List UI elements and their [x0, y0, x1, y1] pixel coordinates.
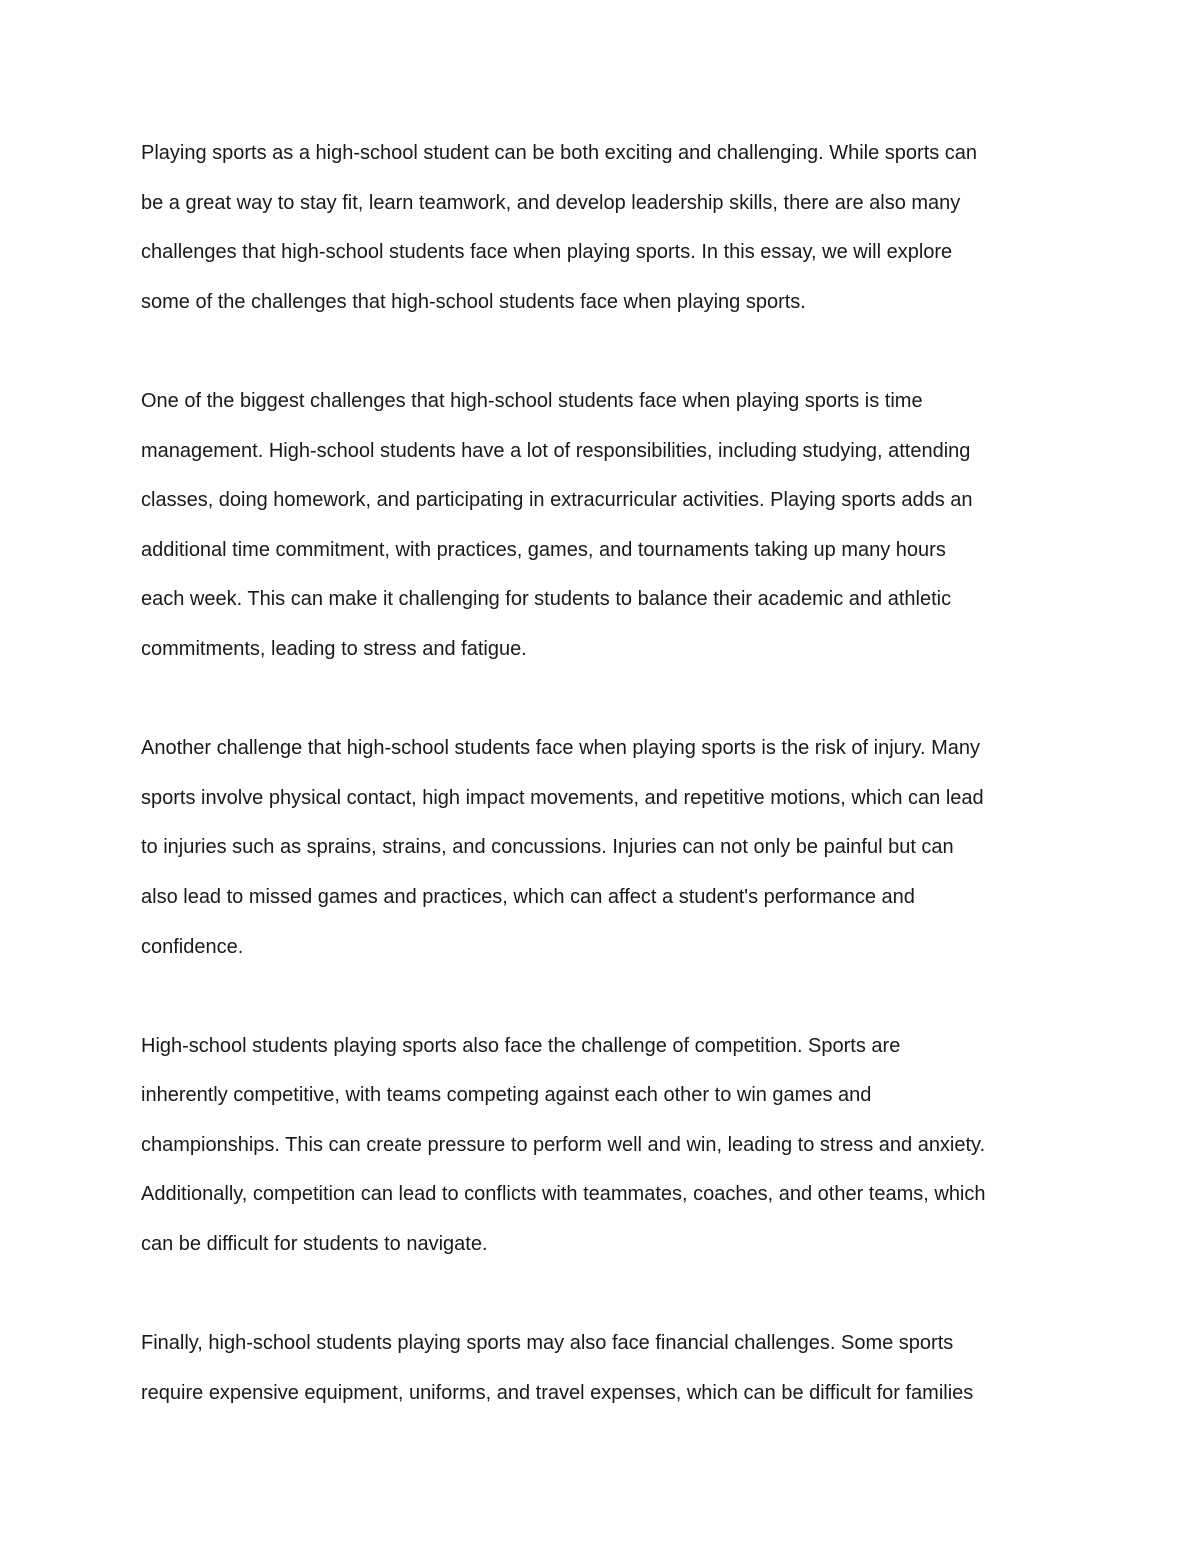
text-line: commitments, leading to stress and fatigue.: [141, 637, 527, 660]
paragraph-5: [141, 1319, 1081, 1418]
text-line: Finally, high-school students playing sports may also face financial challenges. Some sports: [141, 1332, 954, 1355]
essay-body: [141, 129, 1081, 1468]
text-line: confidence.: [141, 935, 244, 958]
text-line: Another challenge that high-school students face when playing sports is the risk of injury. Many: [141, 737, 980, 760]
text-line: championships. This can create pressure to perform well and win, leading to stress and anxiety.: [141, 1133, 986, 1156]
text-line: can be difficult for students to navigate.: [141, 1233, 488, 1256]
text-line: each week. This can make it challenging for students to balance their academic and athletic: [141, 588, 952, 611]
text-line: challenges that high-school students face when playing sports. In this essay, we will explore: [141, 241, 953, 264]
paragraph-3: [141, 724, 1081, 972]
text-line: sports involve physical contact, high impact movements, and repetitive motions, which can lead: [141, 786, 984, 809]
text-line: classes, doing homework, and participating in extracurricular activities. Playing sports adds an: [141, 489, 973, 512]
text-line: also lead to missed games and practices, which can affect a student's performance and: [141, 885, 915, 908]
text-line: One of the biggest challenges that high-school students face when playing sports is time: [141, 389, 923, 412]
text-line: Additionally, competition can lead to conflicts with teammates, coaches, and other teams, which: [141, 1183, 986, 1206]
text-line: additional time commitment, with practices, games, and tournaments taking up many hours: [141, 538, 946, 561]
text-line: some of the challenges that high-school students face when playing sports.: [141, 290, 806, 313]
text-line: Playing sports as a high-school student can be both exciting and challenging. While sports can: [141, 142, 978, 164]
text-line: inherently competitive, with teams competing against each other to win games and: [141, 1084, 872, 1107]
text-line: to injuries such as sprains, strains, and concussions. Injuries can not only be painful but can: [141, 836, 954, 859]
text-line: management. High-school students have a lot of responsibilities, including studying, attending: [141, 439, 971, 462]
text-line: be a great way to stay fit, learn teamwork, and develop leadership skills, there are also many: [141, 191, 961, 214]
paragraph-2: [141, 377, 1081, 675]
paragraph-4: [141, 1022, 1081, 1270]
paragraph-1: [141, 129, 1081, 327]
text-line: High-school students playing sports also face the challenge of competition. Sports are: [141, 1034, 901, 1057]
text-line: require expensive equipment, uniforms, and travel expenses, which can be difficult for families: [141, 1381, 974, 1404]
